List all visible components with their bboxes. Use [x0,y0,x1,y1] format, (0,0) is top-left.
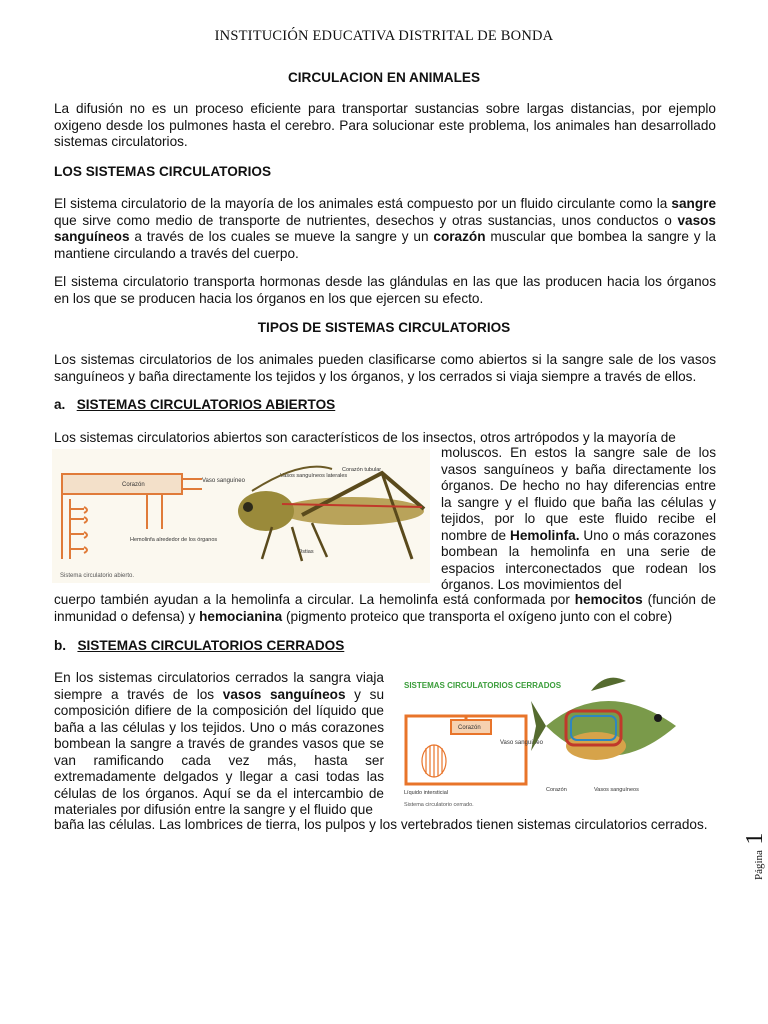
open-bottom-paragraph [54,592,716,625]
label-vasos-laterales: Vasos sanguíneos laterales [280,473,348,479]
text-run: En los sistemas circulatorios cerrados la sangra viaja siempre a través de los [54,670,384,702]
text-run: y su composición difiere de la composición del líquido que baña a las células y los tejidos. Uno o más corazones bombean la sangre a través de grandes vasos que se van ramificando cada vez más, hasta ser extremadamente delgados y llegar a casi todas las células de los órganos. Aquí se da el intercambio de materiales por difusión entre la sangre y el fluido que [54,686,385,817]
open-right-column-text [441,445,716,594]
label-corazon2: Corazón [546,787,567,793]
label-vasos-sanguineos: Vasos sanguíneos [594,787,639,793]
list-letter: a. [54,397,66,412]
text-run: Uno o más corazones bombean la hemolinfa en una serie de espacios interconectados que rodean los órganos. Los movimientos del [441,527,716,592]
text-run: cuerpo también ayudan a la hemolinfa a circular. La hemolinfa está conformada por [54,592,575,607]
term-hemocitos: hemocitos [574,592,643,607]
subheading-open-systems [54,397,335,414]
text-run: (pigmento proteico que transporta el oxígeno junto con el cobre) [282,608,673,624]
list-letter: b. [54,638,67,653]
term-vasos: vasos sanguíneos [54,212,716,244]
subheading-closed-systems [54,638,344,655]
text-run: moluscos. En estos la sangre sale de los vasos sanguíneos y baña directamente los órganos. De hecho no hay diferencias entre la sangre y el fluido que baña las células y tejidos, por lo que este fluido recibe el nombre de [441,445,716,543]
open-circulatory-figure [52,449,430,583]
term-sangre: sangre [671,196,716,211]
label-vaso: Vaso sanguíneo [202,478,245,484]
text-run: a través de los cuales se mueve la sangre y un [129,229,434,244]
figure-caption-open: Sistema circulatorio abierto. [60,573,135,579]
section-heading-circulatory-systems: LOS SISTEMAS CIRCULATORIOS [54,164,272,179]
paragraph-composition [54,196,716,262]
term-corazon: corazón [433,229,486,244]
label-corazon-closed: Corazón [458,725,481,731]
text-run: (función de inmunidad o defensa) y [54,592,716,624]
label-liquido: Líquido intersticial [404,790,449,796]
paragraph-hormones: El sistema circulatorio transporta hormonas desde las glándulas en las que las producen hacia los órganos en los que se producen hacia los órganos en los que ejercen su efecto. [54,274,716,306]
intro-paragraph: La difusión no es un proceso eficiente para transportar sustancias sobre largas distancias, por ejemplo oxigeno desde los pulmones hasta el cerebro. Para solucionar este problema, los animales han desarrollado sistemas circulatorios. [54,101,716,149]
label-vaso-closed: Vaso sanguíneo [500,740,543,746]
document-title: CIRCULACION EN ANIMALES [287,70,481,85]
subheading-text: SISTEMAS CIRCULATORIOS ABIERTOS [76,397,336,412]
label-corazon: Corazón [122,482,145,488]
text-run: que sirve como medio de transporte de nutrientes, desechos y otras sustancias, unos conductos o [54,212,678,228]
term-hemolinfa: Hemolinfa. [510,527,580,543]
page-number-value: 1 [742,832,768,845]
text-run: muscular que bombea la sangre y la mantiene circulando a través del cuerpo. [54,229,716,261]
closed-bottom-paragraph: baña las células. Las lombrices de tierra, los pulpos y los vertebrados tienen sistemas circulatorios cerrados. [54,817,708,832]
paragraph-classification: Los sistemas circulatorios de los animales pueden clasificarse como abiertos si la sangre sale de los vasos sanguíneos y baña directamente los tejidos y los órganos, y los cerrados si viaja siempre a través de ellos. [54,352,716,384]
section-heading-types: TIPOS DE SISTEMAS CIRCULATORIOS [257,320,511,335]
label-ostias: Ostias [298,549,314,555]
closed-left-column-text [54,670,384,819]
page-number [725,832,768,920]
page-label: Página [753,850,765,880]
institution-header: INSTITUCIÓN EDUCATIVA DISTRITAL DE BONDA [214,28,554,44]
label-hemolinfa: Hemolinfa alrededor de los órganos [130,537,218,543]
figure-caption-closed: Sistema circulatorio cerrado. [404,802,474,808]
figure-title-closed: SISTEMAS CIRCULATORIOS CERRADOS [404,681,562,690]
label-corazon-tubular: Corazón tubular [342,467,382,473]
term-hemocianina: hemocianina [199,608,283,624]
open-intro-line: Los sistemas circulatorios abiertos son característicos de los insectos, otros artrópodos y la mayoría de [54,430,676,445]
term-vasos-sanguineos: vasos sanguíneos [222,686,346,702]
subheading-text: SISTEMAS CIRCULATORIOS CERRADOS [77,638,345,653]
text-run: El sistema circulatorio de la mayoría de los animales está compuesto por un fluido circulante como la [54,196,672,211]
closed-circulatory-figure [396,666,702,812]
